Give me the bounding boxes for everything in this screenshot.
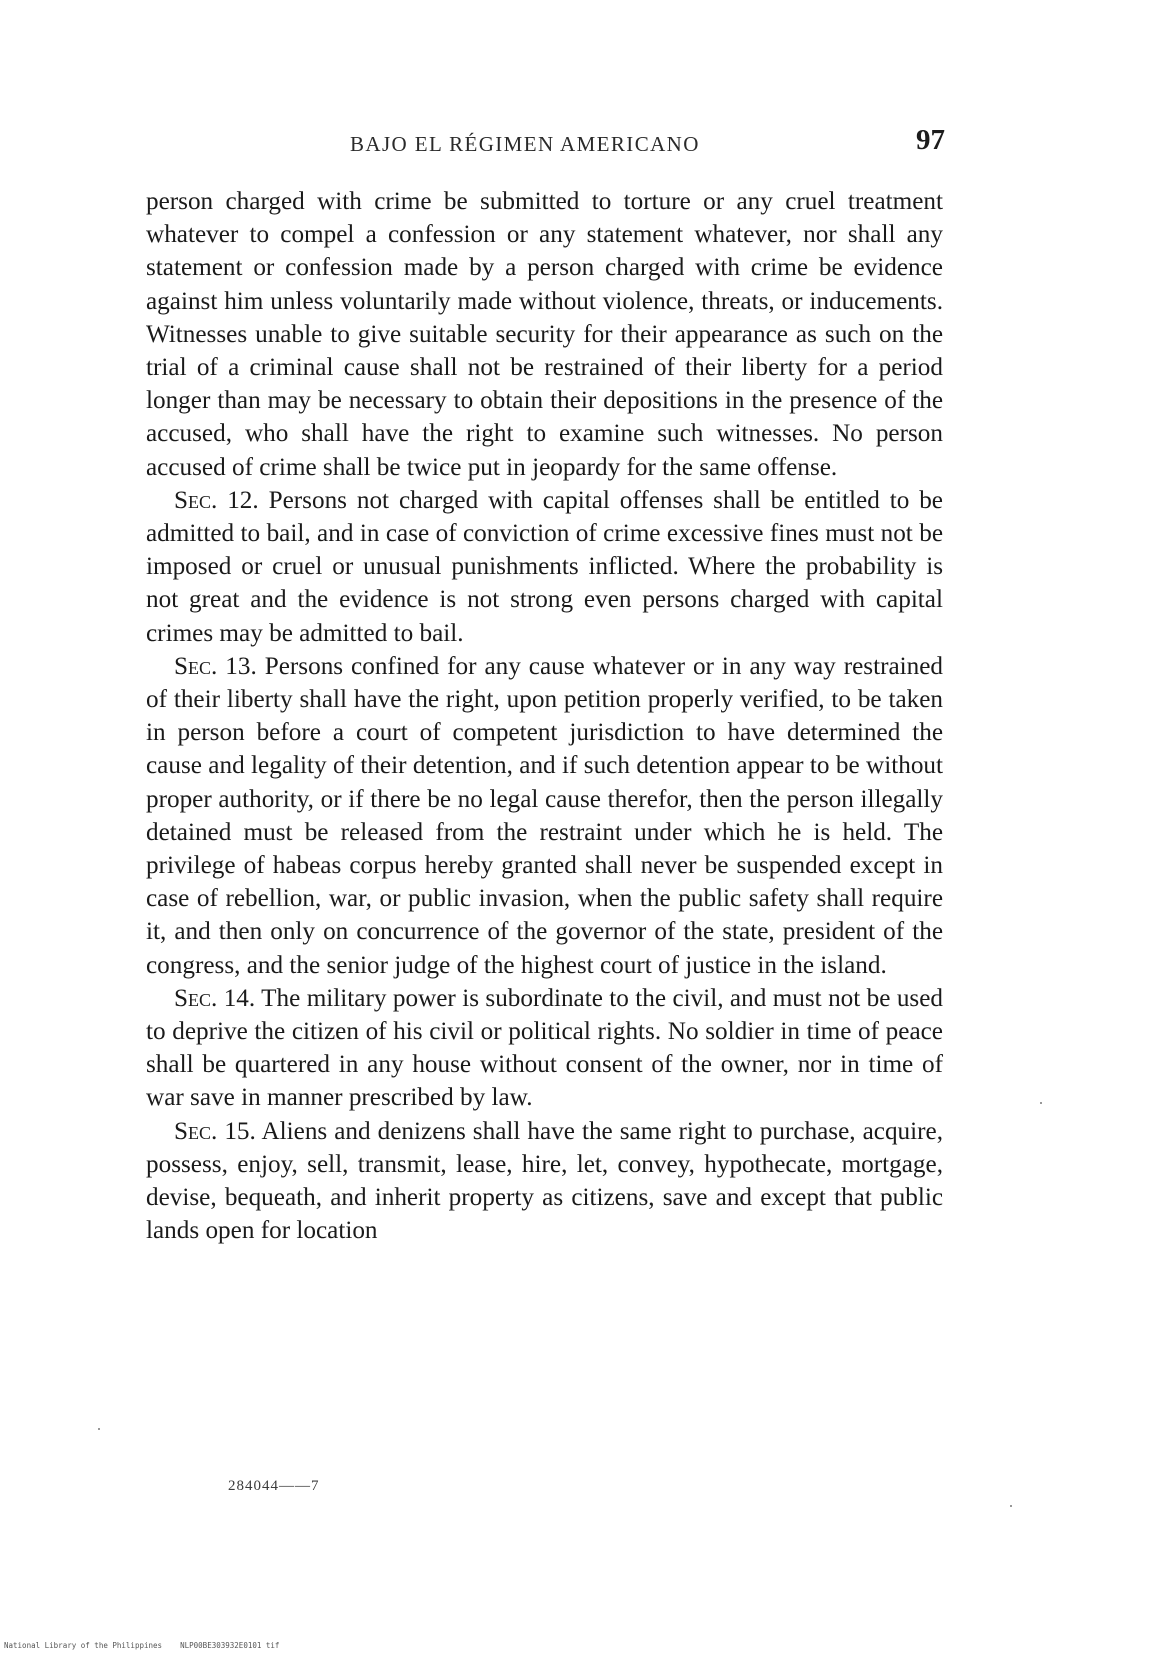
section-text: The military power is subordinate to the civil, and must not be used to deprive the citizen of his civil or political rights. No soldier in time of peace shall be quartered in any house without consent of the owner, nor in time of war save in manner prescribed by law. <box>146 984 944 1112</box>
section-text: Persons confined for any cause whatever or in any way restrained of their liberty shall have the right, upon petition properly verified, to be taken in person before a court of competent jurisdiction to have determined the cause and legality of their detention, and if such detention appear to be without proper authority, or if there be no legal cause therefor, then the person illegally detained must be released from the restraint under which he is held. The privilege of habeas corpus hereby granted shall never be suspended except in case of rebellion, war, or public invasion, when the public safety shall require it, and then only on concurrence of the governor of the state, president of the congress, and the senior judge of the highest court of justice in the island. <box>146 652 944 979</box>
section-label: Sec. 14. <box>174 984 256 1012</box>
section-label: Sec. 12. <box>174 486 259 514</box>
section-label: Sec. 15. <box>174 1117 256 1145</box>
page-number: 97 <box>916 124 945 156</box>
section-label: Sec. 13. <box>174 652 257 680</box>
section-12 <box>146 484 943 650</box>
section-14 <box>146 982 943 1115</box>
body-text <box>146 185 943 1248</box>
signature-mark: 284044——7 <box>228 1478 320 1494</box>
section-text: Aliens and denizens shall have the same right to purchase, acquire, possess, enjoy, sell, transmit, lease, hire, let, convey, hypothecate, mortgage, devise, bequeath, and inherit property as citizens, save and except that public lands open for location <box>146 1117 943 1245</box>
section-15 <box>146 1115 943 1248</box>
scan-footer: National Library of the Philippines NLP00BE303932E0101 tif <box>4 1641 280 1650</box>
opening-paragraph: person charged with crime be submitted to torture or any cruel treatment whatever to compel a confession or any statement whatever, nor shall any statement or confession made by a person charged with crime be evidence against him unless voluntarily made without violence, threats, or inducements. Witnesses unable to give suitable security for their appearance as such on the trial of a criminal cause shall not be restrained of their liberty for a period longer than may be necessary to obtain their depositions in the presence of the accused, who shall have the right to examine such witnesses. No person accused of crime shall be twice put in jeopardy for the same offense. <box>146 188 943 481</box>
scan-speck <box>98 1428 100 1430</box>
running-header <box>140 118 945 168</box>
scan-speck <box>1040 1102 1042 1104</box>
section-13 <box>146 650 943 982</box>
section-text: Persons not charged with capital offenses shall be entitled to be admitted to bail, and in case of conviction of crime excessive fines must not be imposed or cruel or unusual punishments inflicted. Where the probability is not great and the evidence is not strong even persons charged with capital crimes may be admitted to bail. <box>146 486 943 647</box>
scan-speck <box>1010 1505 1012 1507</box>
header-title: BAJO EL RÉGIMEN AMERICANO <box>350 132 700 156</box>
